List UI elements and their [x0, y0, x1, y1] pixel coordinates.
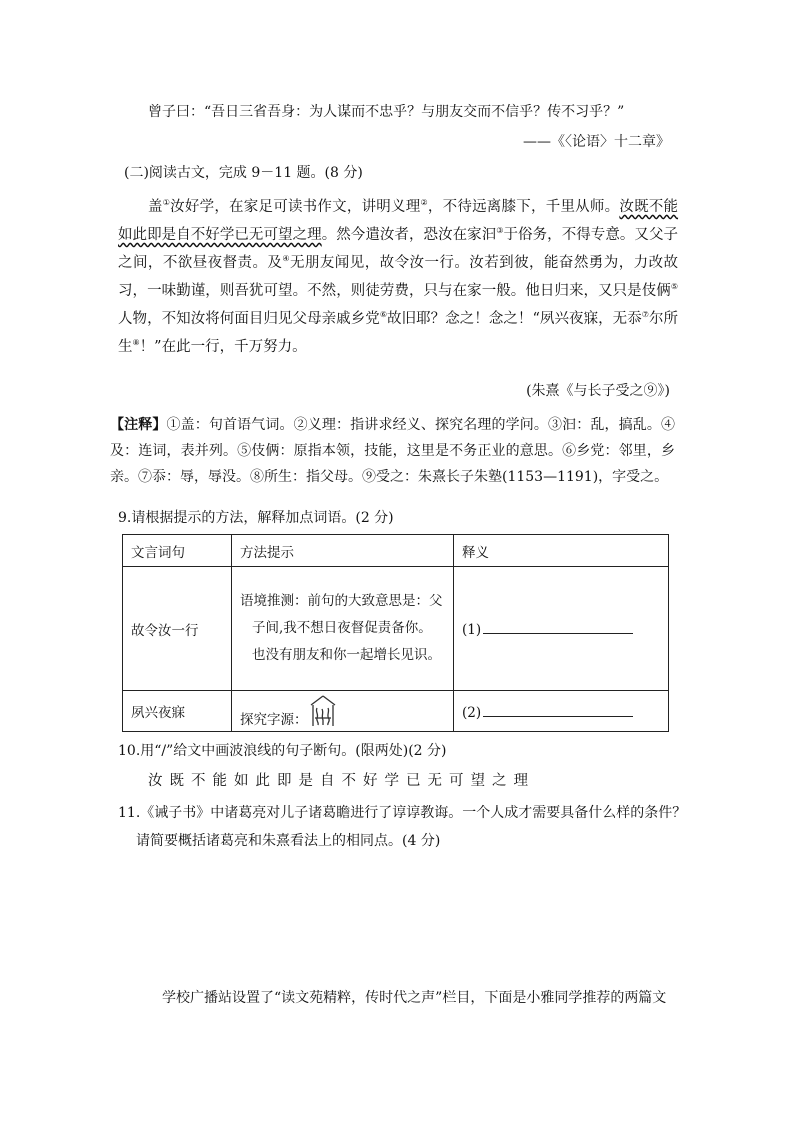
section-title: (二)阅读古文，完成 9－11 题。(8 分) — [124, 165, 363, 181]
table-cell-answer[interactable]: (2) — [454, 691, 669, 732]
classical-passage: 盖①汝好学，在家足可读书作文，讲明义理②，不待远离膝下，千里从师。汝既不能如此即是自不好学已无可望之理。然今遣汝者，恐汝在家汩③于俗务，不得专意。又父子之间，不欲昼夜督责。及④无朋友闻见，故令汝一行。汝若到彼，能奋然勇为，力改故习，一味勤谨，则吾犹可望。不然，则徒劳费，只与在家一般。他日归来，又只是伎俩⑤人物，不知汝将何面目归见父母亲戚乡党⑥故旧耶？念之！念之！“夙兴夜寐，无忝⑦尔所生⑧！”在此一行，千万努力。 — [118, 198, 679, 355]
notes-label: 【注释】 — [110, 417, 167, 433]
question-10-sentence[interactable]: 汝既不能如此即是自不好学已无可望之理 — [148, 773, 535, 789]
answer-blank-2[interactable] — [483, 702, 633, 717]
answer-table — [122, 534, 669, 732]
table-header: 文言词句 — [123, 535, 232, 567]
quote-line: 曾子曰：“吾日三省吾身：为人谋而不忠乎？与朋友交而不信乎？传不习乎？” — [148, 104, 625, 120]
notes-text: ①盖：句首语气词。②义理：指讲求经义、探究名理的学问。③汩：乱，搞乱。④及：连词，表并列。⑤伎俩：原指本领，技能，这里是不务正业的意思。⑥乡党：邻里，乡亲。⑦忝：辱，辱没。⑧所生：指父母。⑨受之：朱熹长子朱塾(1153—1191)，字受之。 — [110, 417, 676, 485]
table-cell-phrase: 夙兴夜寐 — [123, 691, 232, 732]
table-cell-phrase: 故令汝一行 — [123, 567, 232, 691]
answer-blank-1[interactable] — [483, 619, 633, 634]
wavy-underlined-sentence: 汝既不能如此即是自不好学已无可望之理 — [118, 199, 679, 243]
passage-source: (朱熹《与长子受之⑨》) — [526, 383, 670, 399]
question-10: 10.用“/”给文中画波浪线的句子断句。(限两处)(2 分) — [118, 743, 447, 759]
table-header: 释义 — [454, 535, 669, 567]
question-11-cont: 请简要概括诸葛亮和朱熹看法上的相同点。(4 分) — [136, 833, 441, 849]
table-header: 方法提示 — [232, 535, 454, 567]
annotations — [110, 412, 675, 490]
ancient-character-glyph-icon — [308, 694, 338, 728]
table-cell-method: 语境推测：前句的大致意思是：父子间,我不想日夜督促责备你。也没有朋友和你一起增长见识。 — [232, 567, 454, 691]
table-cell-answer[interactable]: (1) — [454, 567, 669, 691]
question-11: 11.《诫子书》中诸葛亮对儿子诸葛瞻进行了谆谆教诲。一个人成才需要具备什么样的条件？ — [118, 805, 687, 821]
table-cell-method: 探究字源： — [232, 691, 454, 732]
next-section-intro: 学校广播站设置了“读文苑精粹，传时代之声”栏目，下面是小雅同学推荐的两篇文 — [162, 990, 667, 1006]
quote-source: ——《〈论语〉十二章》 — [523, 134, 670, 150]
question-9: 9.请根据提示的方法，解释加点词语。(2 分) — [118, 510, 394, 526]
